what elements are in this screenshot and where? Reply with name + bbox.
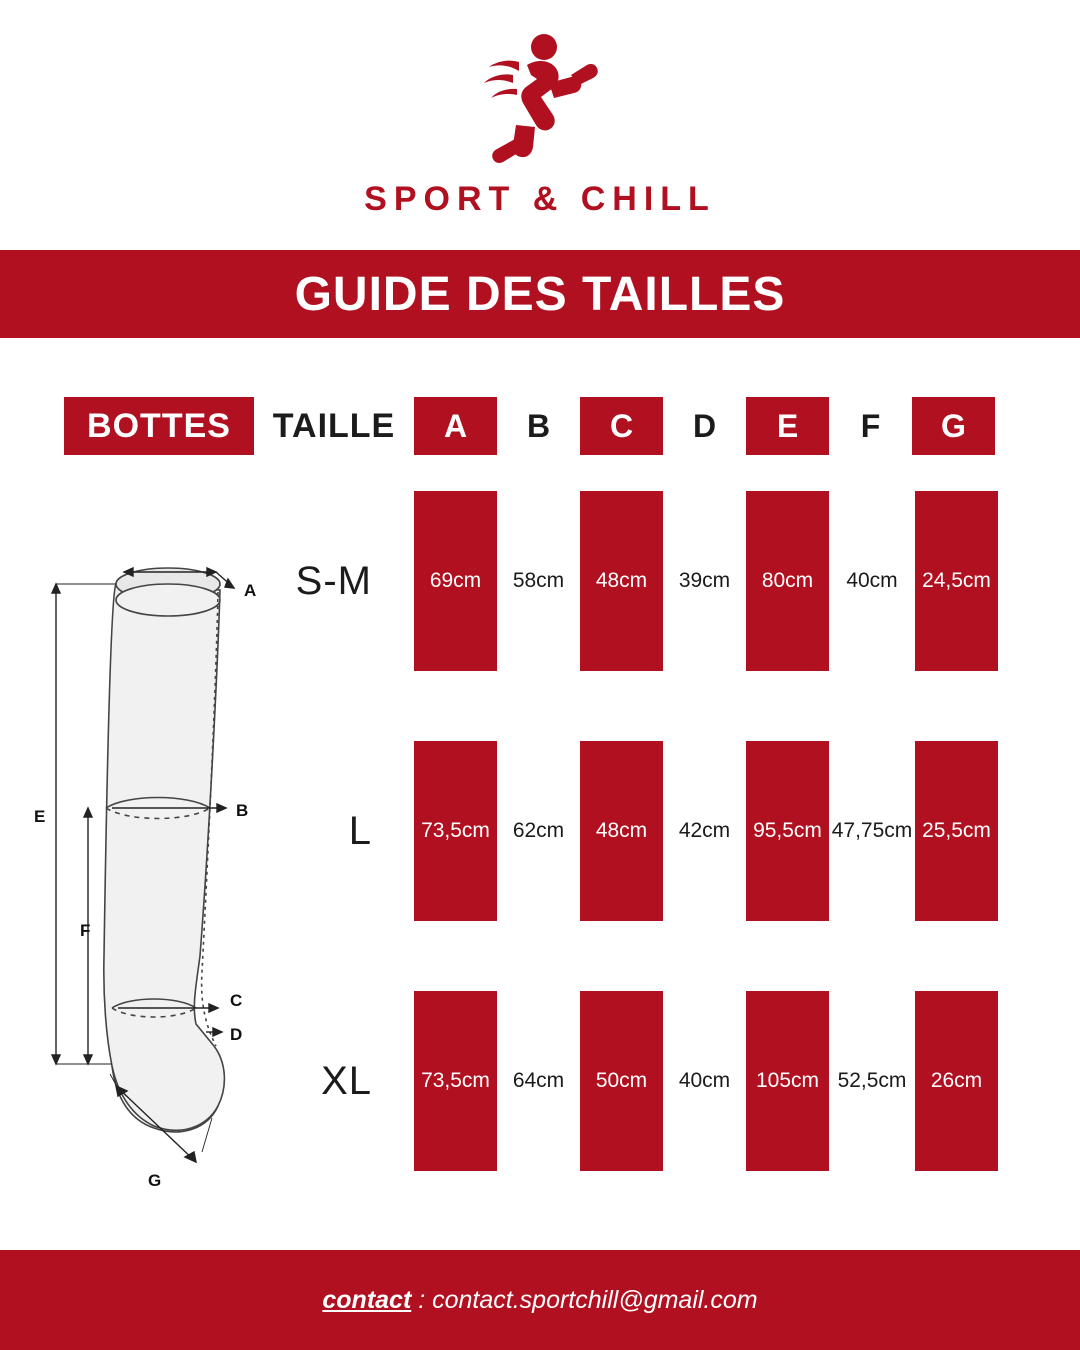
cell-b: 64cm	[497, 956, 580, 1206]
cell-d: 39cm	[663, 456, 746, 706]
page-title: GUIDE DES TAILLES	[294, 267, 786, 321]
cell-g: 24,5cm	[915, 456, 998, 706]
row-size-label: S-M	[295, 558, 372, 603]
diagram-label-e: E	[34, 807, 46, 826]
cell-g: 25,5cm	[915, 706, 998, 956]
cell-d: 40cm	[663, 956, 746, 1206]
column-header-taille: TAILLE	[272, 406, 396, 445]
cell-c: 50cm	[580, 956, 663, 1206]
diagram-label-b: B	[236, 801, 249, 820]
table-header-row	[0, 396, 1080, 456]
diagram-label-g: G	[148, 1171, 162, 1190]
column-header-c: C	[580, 397, 663, 455]
diagram-label-a: A	[244, 581, 257, 600]
cell-b: 62cm	[497, 706, 580, 956]
cell-e: 95,5cm	[746, 706, 829, 956]
running-man-icon	[475, 31, 605, 166]
contact-label: contact	[322, 1285, 412, 1314]
brand-name: SPORT & CHILL	[364, 180, 716, 218]
cell-c: 48cm	[580, 456, 663, 706]
diagram-label-f: F	[80, 921, 91, 940]
column-header-g: G	[912, 397, 995, 455]
cell-e: 80cm	[746, 456, 829, 706]
cell-f: 47,75cm	[829, 706, 915, 956]
column-header-d: D	[692, 407, 717, 444]
column-header-f: F	[860, 407, 881, 444]
row-group-label-bottes: BOTTES	[64, 397, 254, 455]
footer-text	[322, 1286, 757, 1315]
cell-d: 42cm	[663, 706, 746, 956]
column-header-a: A	[414, 397, 497, 455]
cell-a: 69cm	[414, 456, 497, 706]
cell-a: 73,5cm	[414, 956, 497, 1206]
cell-g: 26cm	[915, 956, 998, 1206]
title-band	[0, 250, 1080, 338]
cell-c: 48cm	[580, 706, 663, 956]
row-size-label: L	[348, 808, 372, 853]
cell-b: 58cm	[497, 456, 580, 706]
row-size-label: XL	[321, 1058, 372, 1103]
size-chart	[0, 396, 1080, 1308]
footer-contact-bar	[0, 1250, 1080, 1350]
column-header-b: B	[526, 407, 551, 444]
cell-a: 73,5cm	[414, 706, 497, 956]
cell-f: 40cm	[829, 456, 915, 706]
column-header-e: E	[746, 397, 829, 455]
diagram-label-c: C	[230, 991, 243, 1010]
brand-header	[0, 0, 1080, 250]
cell-e: 105cm	[746, 956, 829, 1206]
contact-email[interactable]: : contact.sportchill@gmail.com	[411, 1285, 758, 1314]
boot-measurement-diagram	[20, 526, 420, 1226]
cell-f: 52,5cm	[829, 956, 915, 1206]
diagram-label-d: D	[230, 1025, 243, 1044]
